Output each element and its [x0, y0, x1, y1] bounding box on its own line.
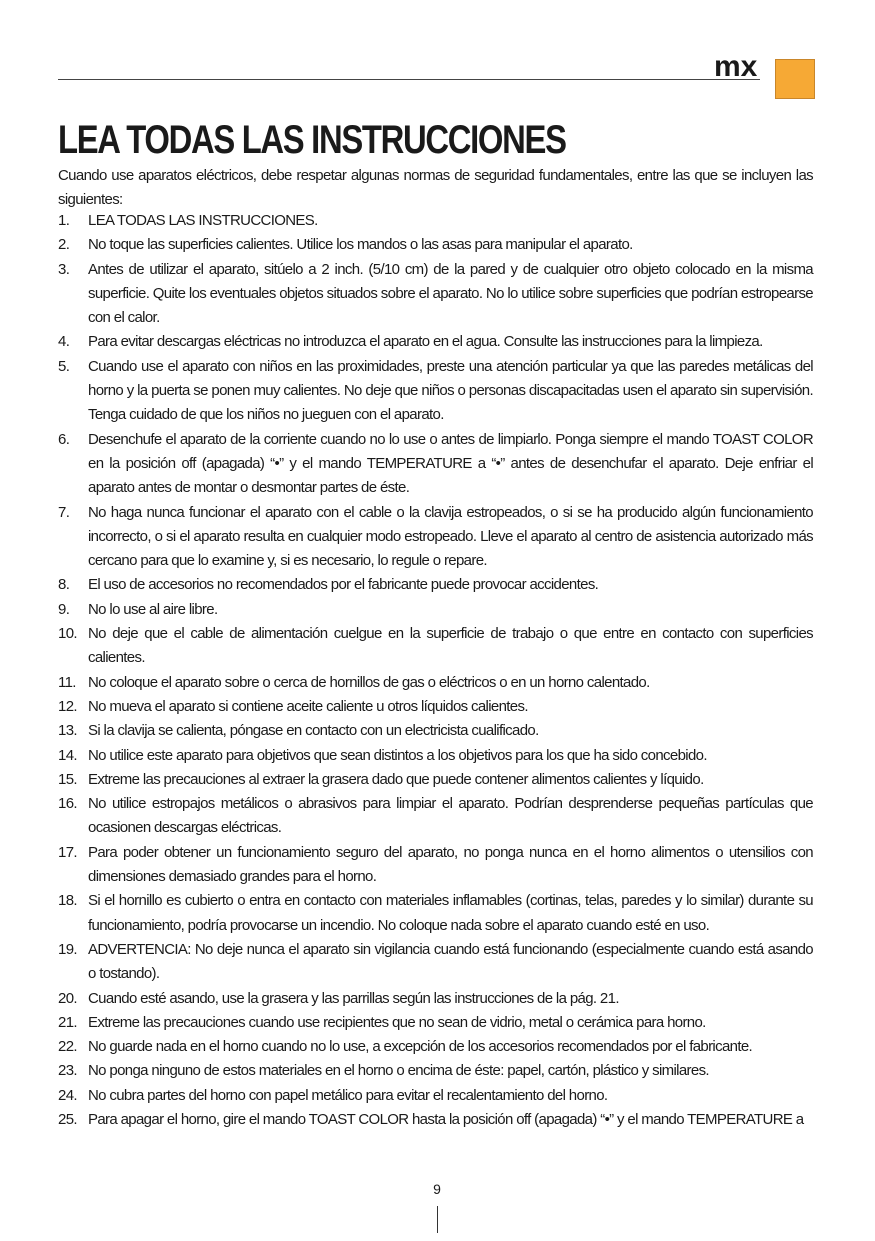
item-number: 25.: [58, 1110, 77, 1128]
language-code: mx: [714, 50, 758, 83]
page-title: LEA TODAS LAS INSTRUCCIONES: [58, 118, 566, 162]
item-text: No utilice este aparato para objetivos que sean distintos a los objetivos para los que ha sido concebido.: [88, 746, 707, 764]
instruction-item: [58, 622, 813, 671]
item-text: No haga nunca funcionar el aparato con el cable o la clavija estropeados, o si se ha producido algún funcionamiento incorrecto, o si el aparato resulta en cualquier modo estropeado. Lleve el aparato al centro de asistencia autorizado más cercano para que lo examine y, si es necesario, lo regule o repare.: [88, 503, 813, 570]
item-text: No mueva el aparato si contiene aceite caliente u otros líquidos calientes.: [88, 697, 528, 715]
item-text: Para evitar descargas eléctricas no introduzca el aparato en el agua. Consulte las instrucciones para la limpieza.: [88, 333, 763, 351]
item-number: 20.: [58, 989, 77, 1007]
item-text: No utilice estropajos metálicos o abrasivos para limpiar el aparato. Podrían desprenderse pequeñas partículas que ocasionen descargas eléctricas.: [88, 795, 813, 837]
item-text: No lo use al aire libre.: [88, 600, 218, 618]
item-number: 10.: [58, 625, 77, 643]
item-number: 12.: [58, 697, 77, 715]
instruction-item: [58, 598, 813, 622]
item-number: 8.: [58, 576, 70, 594]
instruction-item: [58, 428, 813, 501]
item-text: No guarde nada en el horno cuando no lo use, a excepción de los accesorios recomendados por el fabricante.: [88, 1038, 753, 1056]
item-text: Extreme las precauciones al extraer la grasera dado que puede contener alimentos calientes y líquido.: [88, 770, 704, 788]
item-number: 19.: [58, 940, 77, 958]
instruction-item: [58, 573, 813, 597]
item-text: ADVERTENCIA: No deje nunca el aparato sin vigilancia cuando está funcionando (especialmente cuando está asando o tostando).: [88, 940, 813, 983]
item-number: 13.: [58, 722, 77, 740]
instruction-item: [58, 938, 813, 987]
item-number: 6.: [58, 430, 70, 448]
page-number: 9: [433, 1181, 441, 1197]
item-text: No ponga ninguno de estos materiales en el horno o encima de éste: papel, cartón, plástico y similares.: [88, 1062, 709, 1080]
item-text: No deje que el cable de alimentación cuelgue en la superficie de trabajo o que entre en contacto con superficies calientes.: [88, 625, 813, 667]
instruction-item: [58, 719, 813, 743]
item-text: LEA TODAS LAS INSTRUCCIONES.: [88, 212, 318, 229]
item-text: No coloque el aparato sobre o cerca de hornillos de gas o eléctricos o en un horno calentado.: [88, 673, 650, 691]
instruction-item: [58, 695, 813, 719]
item-text: Desenchufe el aparato de la corriente cuando no lo use o antes de limpiarlo. Ponga siempre el mando TOAST COLOR en la posición off (apagada) “•” y el mando TEMPERATURE a “•” antes de desenchufar el aparato. Deje enfriar el aparato antes de montar o desmontar partes de éste.: [88, 430, 813, 497]
item-text: Extreme las precauciones cuando use recipientes que no sean de vidrio, metal o cerámica para horno.: [88, 1013, 706, 1031]
instruction-item: [58, 233, 813, 257]
item-text: El uso de accesorios no recomendados por el fabricante puede provocar accidentes.: [88, 576, 599, 594]
instruction-item: [58, 841, 813, 890]
instruction-item: [58, 889, 813, 938]
instruction-item: [58, 768, 813, 792]
item-text: Cuando use el aparato con niños en las proximidades, preste una atención particular ya que las paredes metálicas del horno y la puerta se ponen muy calientes. No deje que niños o personas discapacitadas usen el aparato sin supervisión. Tenga cuidado de que los niños no jueguen con el aparato.: [88, 357, 813, 424]
item-number: 24.: [58, 1086, 77, 1104]
instruction-item: [58, 1084, 813, 1108]
instruction-item: [58, 330, 813, 354]
item-text: Si el hornillo es cubierto o entra en contacto con materiales inflamables (cortinas, telas, paredes y lo similar) durante su funcionamiento, podría provocarse un incendio. No coloque nada sobre el aparato cuando esté en uso.: [88, 892, 813, 934]
instruction-item: [58, 501, 813, 574]
instruction-item: [58, 987, 813, 1011]
item-number: 15.: [58, 770, 77, 788]
item-number: 14.: [58, 746, 77, 764]
item-number: 18.: [58, 892, 77, 910]
instruction-item: [58, 671, 813, 695]
item-number: 16.: [58, 795, 77, 813]
instruction-item: [58, 792, 813, 841]
item-number: 4.: [58, 333, 70, 351]
item-text: No toque las superficies calientes. Utilice los mandos o las asas para manipular el aparato.: [88, 236, 633, 254]
item-text: No cubra partes del horno con papel metálico para evitar el recalentamiento del horno.: [88, 1086, 608, 1104]
instruction-item: [58, 1035, 813, 1059]
item-text: Antes de utilizar el aparato, sitúelo a 2 inch. (5/10 cm) de la pared y de cualquier otro objeto colocado en la misma superficie. Quite los eventuales objetos situados sobre el aparato. No lo utilice sobre superficies que podrían estropearse con el calor.: [88, 260, 813, 327]
item-number: 9.: [58, 600, 70, 618]
item-number: 2.: [58, 236, 70, 254]
item-text: Cuando esté asando, use la grasera y las parrillas según las instrucciones de la pág. 21.: [88, 989, 619, 1007]
item-text: Si la clavija se calienta, póngase en contacto con un electricista cualificado.: [88, 722, 539, 740]
instruction-item: [58, 1011, 813, 1035]
item-text: Para apagar el horno, gire el mando TOAST COLOR hasta la posición off (apagada) “•” y el mando TEMPERATURE a: [88, 1110, 804, 1128]
item-number: 22.: [58, 1038, 77, 1056]
intro-paragraph: Cuando use aparatos eléctricos, debe respetar algunas normas de seguridad fundamentales, entre las que se incluyen las siguientes:: [58, 167, 813, 209]
instruction-item: [58, 1108, 813, 1132]
item-number: 5.: [58, 357, 70, 375]
instruction-item: [58, 258, 813, 331]
instruction-item: [58, 744, 813, 768]
language-tab-marker: [775, 59, 815, 99]
item-number: 3.: [58, 260, 70, 278]
item-number: 21.: [58, 1013, 77, 1031]
item-number: 23.: [58, 1062, 77, 1080]
item-number: 11.: [58, 673, 76, 691]
item-text: Para poder obtener un funcionamiento seguro del aparato, no ponga nunca en el horno alimentos o utensilios con dimensiones demasiado grandes para el horno.: [88, 843, 813, 886]
item-number: 1.: [58, 212, 70, 229]
instruction-list: [58, 209, 813, 1132]
instruction-item: [58, 355, 813, 428]
footer-divider: [437, 1206, 438, 1233]
instruction-item: [58, 1059, 813, 1083]
item-number: 7.: [58, 503, 70, 521]
instruction-item: [58, 209, 813, 233]
item-number: 17.: [58, 843, 77, 861]
header-rule: [58, 79, 760, 80]
